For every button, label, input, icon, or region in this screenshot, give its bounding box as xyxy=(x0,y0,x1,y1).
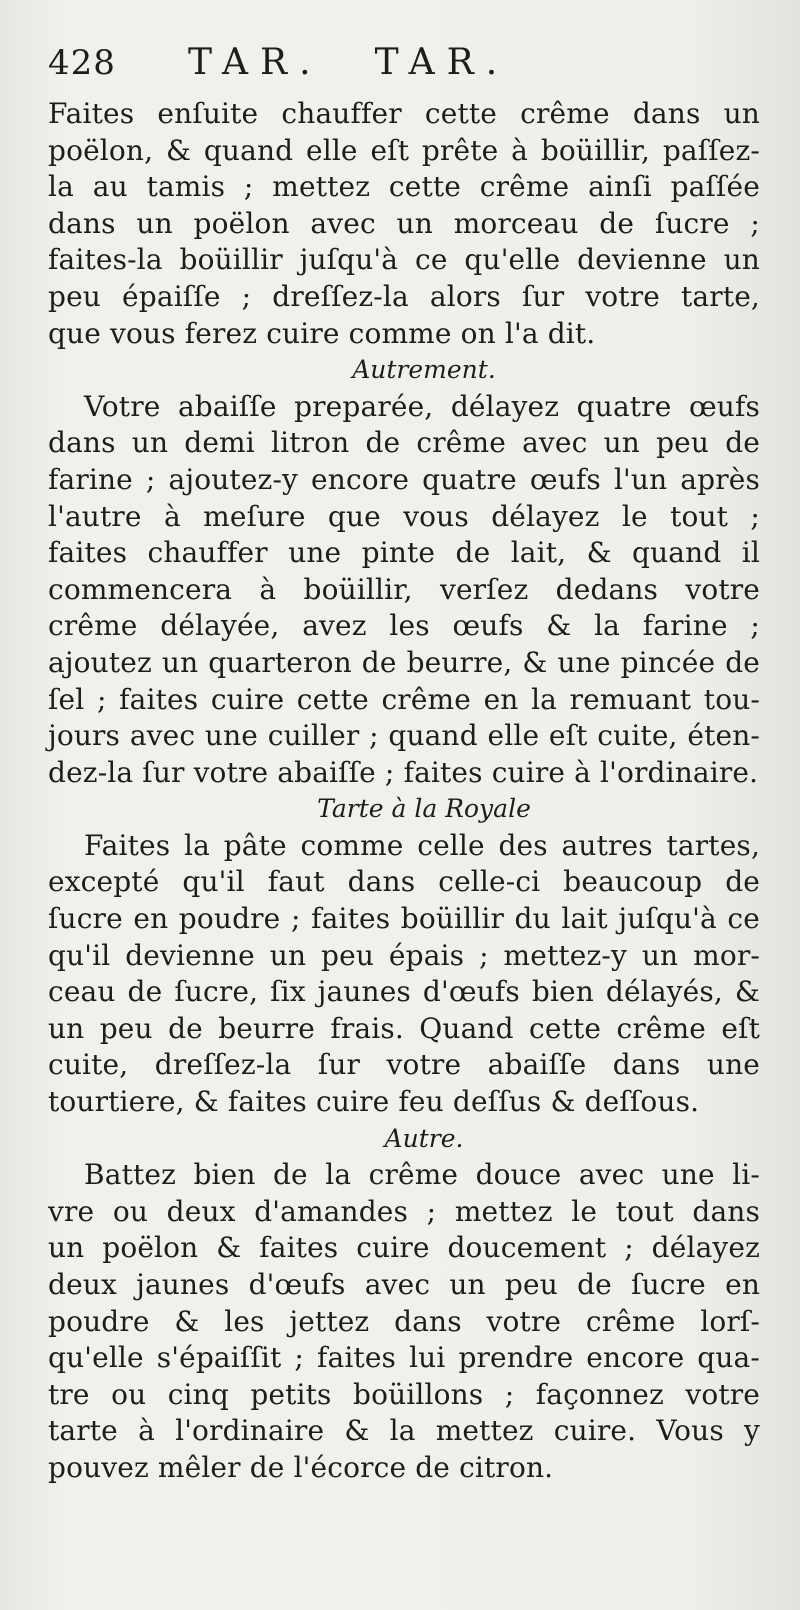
text-line: dans un poëlon avec un morceau de ſucre ; xyxy=(48,206,760,240)
text-line: poudre & les jettez dans votre crême lorſ- xyxy=(48,1304,760,1338)
text-line: faites-la boüillir juſqu'à ce qu'elle devienne un xyxy=(48,243,760,277)
text-line: tourtiere, & faites cuire feu deſſus & deſſous. xyxy=(48,1085,700,1119)
text-line: un poëlon & faites cuire doucement ; délayez xyxy=(48,1231,760,1265)
paragraph xyxy=(48,96,760,352)
running-head-right: TAR. xyxy=(374,42,510,83)
text-line: vre ou deux d'amandes ; mettez le tout dans xyxy=(48,1194,760,1228)
text-line: dez-la ſur votre abaiſſe ; faites cuire à l'ordinaire. xyxy=(48,755,759,789)
paragraph xyxy=(48,828,760,1121)
text-line: commencera à boüillir, verſez dedans votre xyxy=(48,572,760,606)
text-line: dans un demi litron de crême avec un peu de xyxy=(48,426,760,460)
text-line: jours avec une cuiller ; quand elle eſt cuite, éten- xyxy=(48,719,760,753)
text-line: ceau de ſucre, ſix jaunes d'œufs bien délayés, & xyxy=(48,975,760,1009)
text-line: crême délayée, avez les œufs & la farine ; xyxy=(48,609,760,643)
text-line: poëlon, & quand elle eſt prête à boüillir, paſſez- xyxy=(48,133,760,167)
text-line: que vous ferez cuire comme on l'a dit. xyxy=(48,316,596,350)
text-line: Battez bien de la crême douce avec une li- xyxy=(84,1158,760,1192)
text-line: excepté qu'il faut dans celle-ci beaucoup de xyxy=(48,865,760,899)
text-line: la au tamis ; mettez cette crême ainſi paſſée xyxy=(48,170,760,204)
text-line: deux jaunes d'œufs avec un peu de ſucre en xyxy=(48,1268,760,1301)
running-head-left: TAR. xyxy=(188,42,323,83)
text-line: Votre abaiſſe preparée, délayez quatre œufs xyxy=(84,389,760,423)
text-line: l'autre à meſure que vous délayez le tout ; xyxy=(48,499,760,533)
text-line: pouvez mêler de l'écorce de citron. xyxy=(48,1450,554,1484)
page-number: 428 xyxy=(48,43,116,83)
text-line: peu épaiſſe ; dreſſez-la alors ſur votre tarte, xyxy=(48,279,760,313)
text-line: farine ; ajoutez-y encore quatre œufs l'un après xyxy=(48,462,760,496)
text-line: Faites enſuite chauffer cette crême dans un xyxy=(48,97,760,130)
text-line: qu'elle s'épaiſſit ; faites lui prendre encore qua- xyxy=(48,1341,760,1375)
text-line: faites chauffer une pinte de lait, & quand il xyxy=(48,536,760,570)
page-header xyxy=(48,42,760,92)
text-line: ſucre en poudre ; faites boüillir du lait juſqu'à ce xyxy=(48,902,760,936)
section-heading: Autre. xyxy=(384,1123,464,1153)
text-line: Faites la pâte comme celle des autres tartes, xyxy=(84,828,760,862)
text-line: tre ou cinq petits boüillons ; façonnez votre xyxy=(48,1377,760,1411)
text-line: qu'il devienne un peu épais ; mettez-y un mor- xyxy=(48,938,760,972)
paragraph xyxy=(48,389,760,792)
text-line: ajoutez un quarteron de beurre, & une pincée de xyxy=(48,645,760,679)
section-heading: Autrement. xyxy=(352,355,496,385)
text-line: cuite, dreſſez-la ſur votre abaiſſe dans une xyxy=(48,1048,760,1082)
section-heading: Tarte à la Royale xyxy=(317,794,531,824)
text-line: tarte à l'ordinaire & la mettez cuire. Vous y xyxy=(48,1414,760,1448)
text-line: un peu de beurre frais. Quand cette crême eſt xyxy=(48,1011,760,1045)
paragraph xyxy=(48,1157,760,1486)
text-line: ſel ; faites cuire cette crême en la remuant tou- xyxy=(48,682,760,716)
page-body xyxy=(48,96,760,1487)
